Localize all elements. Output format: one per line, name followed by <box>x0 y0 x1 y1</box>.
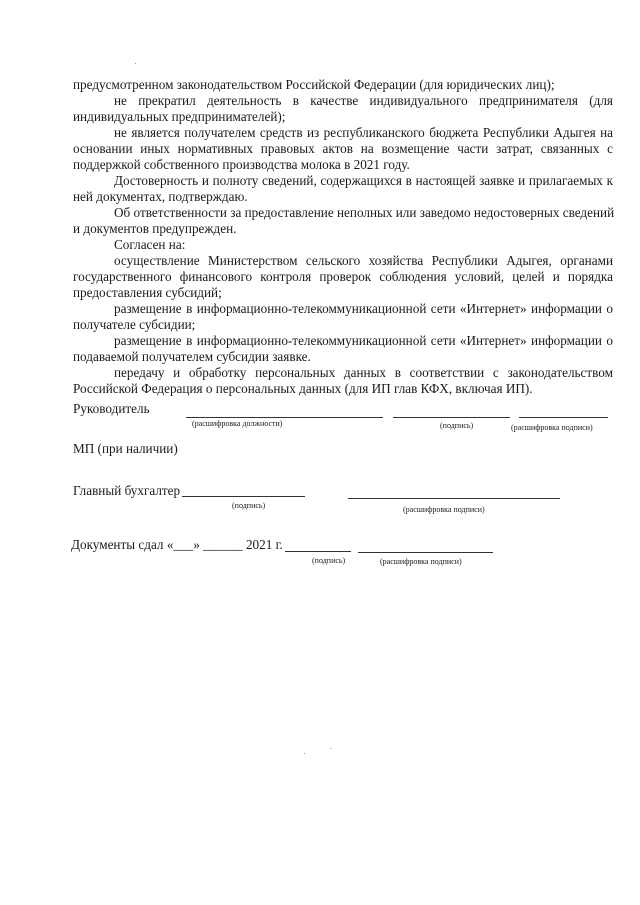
body-line: основании иных нормативных правовых актов на возмещение части затрат, связанных с <box>73 141 613 156</box>
body-line: осуществление Министерством сельского хозяйства Республики Адыгея, органами <box>114 253 613 268</box>
accountant-label: Главный бухгалтер <box>73 483 181 498</box>
body-line: государственного финансового контроля проверок соблюдения условий, целей и порядка <box>73 269 613 284</box>
head-sign-caption: (подпись) <box>440 421 474 430</box>
scan-speck <box>304 753 305 754</box>
submitted-decode-caption: (расшифровка подписи) <box>380 557 462 566</box>
head-sign-line <box>393 417 510 418</box>
submitted-sign-line <box>285 551 351 552</box>
body-line: передачу и обработку персональных данных в соответствии с законодательством <box>114 365 613 380</box>
body-line: индивидуальных предпринимателей); <box>73 109 286 124</box>
head-position-line <box>186 417 383 418</box>
body-line: Российской Федерация о персональных данных (для ИП глав КФХ, включая ИП). <box>73 381 533 396</box>
body-line: не прекратил деятельность в качестве индивидуального предпринимателя (для <box>114 93 613 108</box>
stamp-label: МП (при наличии) <box>73 441 178 456</box>
head-position-caption: (расшифровка должности) <box>192 419 283 428</box>
body-line: Об ответственности за предоставление неполных или заведомо недостоверных сведений <box>114 205 615 220</box>
body-line: и документов предупрежден. <box>73 221 237 236</box>
body-line: ней документах, подтверждаю. <box>73 189 248 204</box>
body-line: поддержкой собственного производства молока в 2021 году. <box>73 157 410 172</box>
head-label: Руководитель <box>73 401 150 416</box>
submitted-sign-caption: (подпись) <box>312 556 346 565</box>
accountant-decode-line <box>348 498 560 499</box>
body-line: Достоверность и полноту сведений, содержащихся в настоящей заявке и прилагаемых к <box>114 173 613 188</box>
submitted-decode-line <box>358 552 493 553</box>
body-line: Согласен на: <box>114 237 186 252</box>
submitted-label: Документы сдал «___» ______ 2021 г. <box>71 537 283 552</box>
body-line: подаваемой получателем субсидии заявке. <box>73 349 311 364</box>
body-line: предусмотренном законодательством Российской Федерации (для юридических лиц); <box>73 77 555 92</box>
scan-speck <box>135 63 136 64</box>
accountant-sign-caption: (подпись) <box>232 501 266 510</box>
body-line: размещение в информационно-телекоммуникационной сети «Интернет» информации о <box>114 333 613 348</box>
head-decode-caption: (расшифровка подписи) <box>511 423 593 432</box>
scan-speck <box>330 748 331 749</box>
head-decode-line <box>519 417 608 418</box>
body-line: размещение в информационно-телекоммуникационной сети «Интернет» информации о <box>114 301 613 316</box>
accountant-sign-line <box>182 496 305 497</box>
accountant-decode-caption: (расшифровка подписи) <box>403 505 485 514</box>
body-line: не является получателем средств из республиканского бюджета Республики Адыгея на <box>114 125 613 140</box>
body-line: получателе субсидии; <box>73 317 196 332</box>
body-line: предоставления субсидий; <box>73 285 222 300</box>
